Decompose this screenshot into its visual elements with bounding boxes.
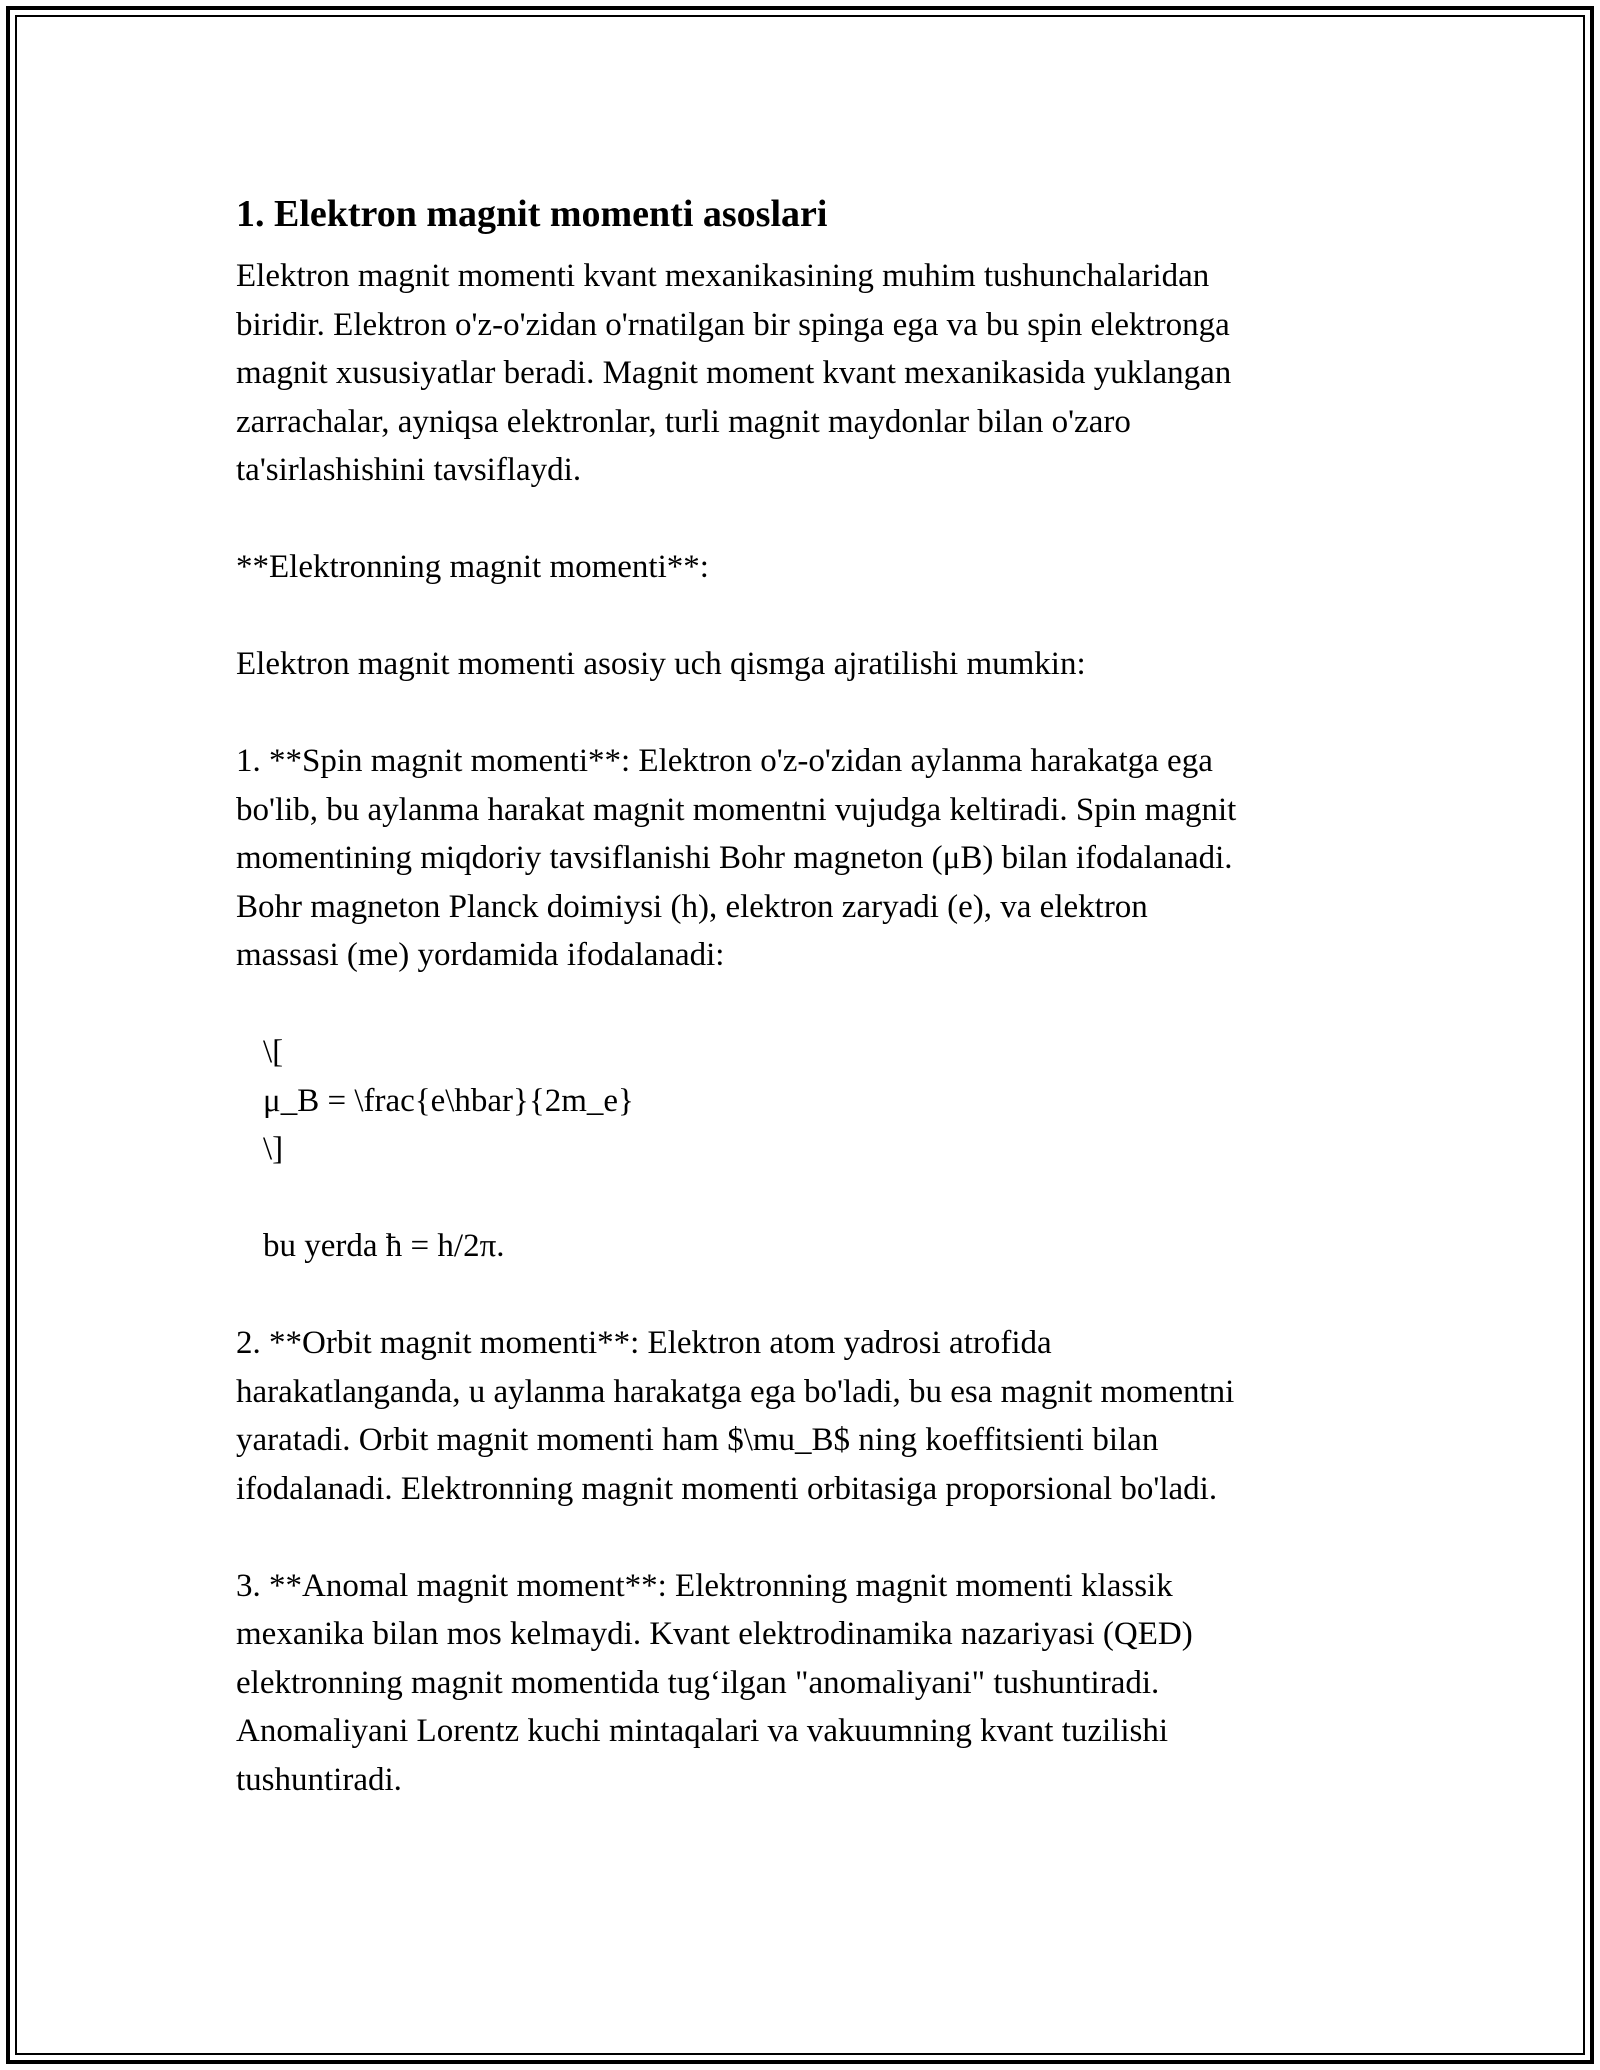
text-line: ta'sirlashishini tavsiflaydi. xyxy=(236,452,582,488)
text-line: yaratadi. Orbit magnit momenti ham $\mu_B$ ning koeffitsienti bilan xyxy=(236,1422,1159,1458)
text-line: ifodalanadi. Elektronning magnit momenti orbitasiga proporsional bo'ladi. xyxy=(236,1470,1218,1507)
text-line: harakatlanganda, u aylanma harakatga ega bo'ladi, bu esa magnit momentni xyxy=(236,1373,1235,1410)
list-item-anomal xyxy=(236,1562,1366,1805)
text-line: Elektron magnit momenti kvant mexanikasining muhim tushunchalaridan xyxy=(236,258,1210,294)
text-line: Bohr magneton Planck doimiysi (h), elektron zaryadi (e), va elektron xyxy=(236,888,1148,925)
text-line: elektronning magnit momentida tug‘ilgan "anomaliyani" tushuntiradi. xyxy=(236,1664,1160,1701)
list-item-spin xyxy=(236,737,1366,980)
text-line: massasi (me) yordamida ifodalanadi: xyxy=(236,937,725,973)
text-line: zarrachalar, ayniqsa elektronlar, turli magnit maydonlar bilan o'zaro xyxy=(236,403,1131,440)
parts-intro: Elektron magnit momenti asosiy uch qismga ajratilishi mumkin: xyxy=(236,646,1086,682)
intro-paragraph xyxy=(236,252,1366,495)
formula-note: bu yerda ħ = h/2π. xyxy=(263,1228,505,1264)
text-line: biridir. Elektron o'z-o'zidan o'rnatilgan bir spinga ega va bu spin elektronga xyxy=(236,306,1230,343)
text-line: 2. **Orbit magnit momenti**: Elektron atom yadrosi atrofida xyxy=(236,1325,1052,1361)
formula-line: \[ xyxy=(263,1034,284,1070)
formula-line: μ_B = \frac{e\hbar}{2m_e} xyxy=(263,1082,634,1119)
subheading: **Elektronning magnit momenti**: xyxy=(236,549,709,585)
text-line: Anomaliyani Lorentz kuchi mintaqalari va vakuumning kvant tuzilishi xyxy=(236,1713,1169,1749)
text-line: magnit xususiyatlar beradi. Magnit moment kvant mexanikasida yuklangan xyxy=(236,355,1232,391)
text-line: bo'lib, bu aylanma harakat magnit momentni vujudga keltiradi. Spin magnit xyxy=(236,791,1237,828)
document-body xyxy=(236,186,1366,1804)
formula-line: \] xyxy=(263,1131,284,1167)
text-line: momentining miqdoriy tavsiflanishi Bohr magneton (μB) bilan ifodalanadi. xyxy=(236,840,1233,876)
text-line: 3. **Anomal magnit moment**: Elektronning magnit momenti klassik xyxy=(236,1567,1173,1604)
list-item-orbit xyxy=(236,1319,1366,1513)
text-line: tushuntiradi. xyxy=(236,1761,402,1798)
text-line: mexanika bilan mos kelmaydi. Kvant elektrodinamika nazariyasi (QED) xyxy=(236,1616,1193,1652)
text-line: 1. **Spin magnit momenti**: Elektron o'z-o'zidan aylanma harakatga ega xyxy=(236,743,1213,779)
formula-block xyxy=(236,1028,1366,1174)
section-heading: 1. Elektron magnit momenti asoslari xyxy=(236,193,828,235)
